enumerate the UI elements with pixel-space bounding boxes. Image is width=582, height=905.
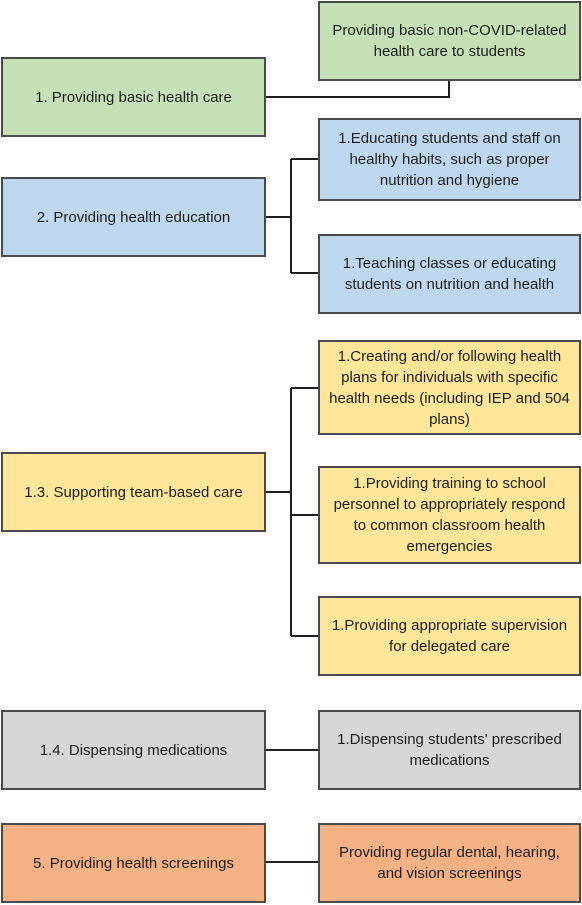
category-label: 2. Providing health education: [36, 208, 231, 226]
category-label: 1. Providing basic health care: [35, 88, 232, 106]
activity-box-team-based-care-2: [318, 466, 581, 564]
category-label: 1.3. Supporting team-based care: [24, 483, 243, 501]
activity-label: Providing basic non-COVID-related health care to students: [332, 22, 567, 60]
category-box-basic-care: [1, 57, 266, 137]
activity-label: 1.Providing appropriate supervision for delegated care: [331, 617, 568, 655]
activity-box-medications-1: [318, 710, 581, 790]
category-box-medications: [1, 710, 266, 790]
activity-label: 1.Creating and/or following health plans for individuals with specific health needs (including IEP and 504 plans): [329, 347, 570, 428]
category-label: 5. Providing health screenings: [33, 854, 234, 872]
activity-box-screenings-1: [318, 823, 581, 903]
activity-label: 1.Teaching classes or educating students on nutrition and health: [342, 255, 557, 293]
category-label: 1.4. Dispensing medications: [39, 741, 228, 759]
connector-basic-care: [265, 80, 449, 97]
category-box-health-education: [1, 177, 266, 257]
activity-label: 1.Providing training to school personnel to appropriately respond to common classroom health emergencies: [333, 475, 566, 555]
activity-label: 1.Dispensing students' prescribed medications: [337, 731, 562, 769]
activity-box-health-education-1: [318, 118, 581, 201]
category-box-screenings: [1, 823, 266, 903]
activity-box-team-based-care-3: [318, 596, 581, 676]
activity-label: 1.Educating students and staff on healthy habits, such as proper nutrition and hygiene: [338, 130, 561, 189]
activity-box-health-education-2: [318, 234, 581, 314]
activity-box-basic-care-1: [318, 1, 581, 81]
activity-label: Providing regular dental, hearing, and vision screenings: [339, 844, 560, 882]
category-box-team-based-care: [1, 452, 266, 532]
activity-box-team-based-care-1: [318, 340, 581, 435]
